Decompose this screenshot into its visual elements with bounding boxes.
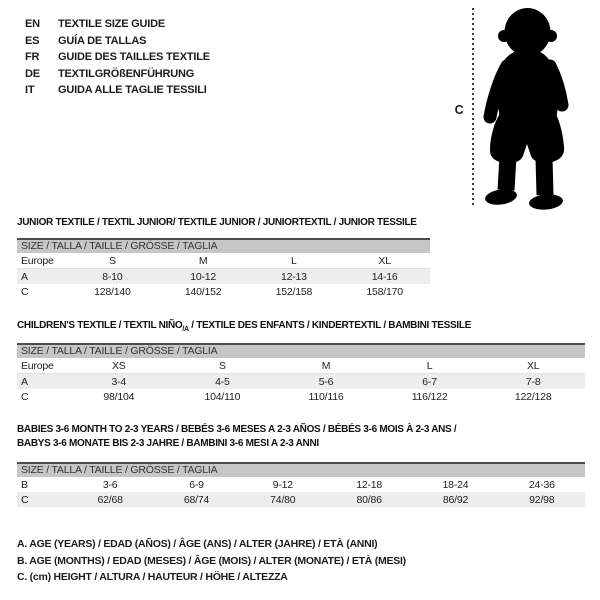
size-cell: 8-10: [102, 270, 123, 283]
size-cell: 4-5: [215, 375, 230, 388]
row-label: A: [21, 375, 28, 388]
table-row: [17, 374, 585, 390]
language-row: [25, 33, 210, 50]
height-marker-label: C: [454, 103, 464, 117]
size-cell: 98/104: [103, 390, 135, 403]
size-cell: 86/92: [442, 493, 469, 506]
junior-table-title: JUNIOR TEXTILE / TEXTIL JUNIOR/ TEXTILE JUNIOR / JUNIORTEXTIL / JUNIOR TESSILE: [17, 217, 417, 228]
language-row: [25, 49, 210, 66]
size-cell: S: [171, 358, 275, 374]
size-cell: 12-18: [356, 478, 383, 491]
language-code: FR: [25, 51, 40, 63]
table-row: [17, 358, 585, 374]
babies-table: [17, 462, 585, 507]
row-label: Europe: [17, 358, 67, 374]
row-label: A: [21, 270, 28, 283]
children-table-title: [17, 319, 471, 337]
language-row: [25, 16, 210, 33]
size-cell: 7-8: [525, 375, 541, 388]
size-cell: 74/80: [270, 493, 296, 506]
size-cell: L: [249, 253, 340, 269]
size-cell: 14-16: [371, 270, 398, 283]
size-cell: 68/74: [183, 493, 210, 506]
children-title-sub: /A: [182, 326, 189, 333]
size-cell: 158/170: [366, 285, 403, 298]
size-cell: S: [67, 253, 158, 269]
language-list: [25, 16, 210, 99]
babies-table-title: [17, 423, 456, 451]
size-cell: L: [378, 358, 482, 374]
language-code: ES: [25, 34, 40, 47]
size-cell: 10-12: [190, 270, 217, 283]
size-cell: 92/98: [529, 493, 555, 506]
language-code: EN: [25, 18, 40, 30]
language-label: TEXTILGRÖßENFÜHRUNG: [58, 67, 195, 80]
legend-line-b: B. AGE (MONTHS) / EDAD (MESES) / ÂGE (MOIS) / ALTER (MONATE) / ETÀ (MESI): [17, 554, 406, 567]
row-label: Europe: [17, 253, 67, 269]
language-label: GUIDE DES TAILLES TEXTILE: [58, 51, 210, 63]
size-cell: 5-6: [318, 375, 334, 388]
size-cell: 3-6: [102, 478, 118, 491]
row-label: C: [21, 390, 29, 403]
size-cell: 140/152: [184, 285, 222, 298]
height-marker-dotted-line: [472, 8, 474, 207]
size-header-band: SIZE / TALLA / TAILLE / GRÖSSE / TAGLIA: [17, 462, 585, 477]
size-cell: 62/68: [97, 493, 123, 506]
size-cell: 6-9: [189, 478, 204, 491]
size-header-band: SIZE / TALLA / TAILLE / GRÖSSE / TAGLIA: [17, 343, 585, 358]
size-cell: 18-24: [442, 478, 469, 491]
babies-title-line1: BABIES 3-6 MONTH TO 2-3 YEARS / BEBÉS 3-6 MESES A 2-3 AÑOS / BÉBÉS 3-6 MOIS À 2-3 ANS /: [17, 424, 457, 435]
size-cell: 12-13: [280, 270, 307, 283]
size-cell: 110/116: [308, 390, 344, 403]
size-header-band: SIZE / TALLA / TAILLE / GRÖSSE / TAGLIA: [17, 238, 430, 253]
foot-right: [528, 193, 563, 211]
size-cell: M: [274, 358, 378, 374]
children-table: [17, 343, 585, 404]
toddler-silhouette: [478, 6, 596, 211]
row-label: C: [21, 285, 29, 298]
size-cell: XS: [67, 358, 171, 374]
table-row: [17, 269, 430, 285]
language-code: DE: [25, 67, 40, 80]
babies-title-line2: BABYS 3-6 MONATE BIS 2-3 JAHRE / BAMBINI 3-6 MESI A 2-3 ANNI: [17, 438, 319, 449]
size-cell: 152/158: [275, 285, 313, 298]
junior-table: [17, 238, 430, 299]
measurement-legend: [17, 536, 406, 586]
legend-line-a: A. AGE (YEARS) / EDAD (AÑOS) / ÂGE (ANS) / ALTER (JAHRE) / ETÀ (ANNI): [17, 538, 378, 550]
size-cell: 116/122: [411, 390, 448, 403]
size-cell: 122/128: [514, 390, 552, 403]
table-row: [17, 253, 430, 269]
size-cell: XL: [339, 253, 430, 269]
language-row: [25, 66, 210, 83]
children-title-post: / TEXTILE DES ENFANTS / KINDERTEXTIL / BAMBINI TESSILE: [188, 320, 472, 331]
language-label: GUIDA ALLE TAGLIE TESSILI: [58, 84, 207, 96]
language-label: GUÍA DE TALLAS: [58, 34, 147, 47]
table-row: [17, 389, 585, 404]
size-cell: XL: [481, 358, 585, 374]
language-label: TEXTILE SIZE GUIDE: [58, 18, 166, 30]
leg-left: [506, 156, 508, 190]
size-cell: 128/140: [94, 285, 131, 298]
children-title-pre: CHILDREN'S TEXTILE / TEXTIL NIÑO: [17, 320, 183, 331]
language-code: IT: [25, 84, 35, 96]
table-row: [17, 284, 430, 299]
legend-line-c: C. (cm) HEIGHT / ALTURA / HAUTEUR / HÖHE / ALTEZZA: [17, 571, 288, 583]
size-cell: 9-12: [272, 478, 293, 491]
size-cell: 6-7: [422, 375, 437, 388]
row-label: B: [21, 478, 28, 491]
table-row: [17, 477, 585, 492]
size-cell: 3-4: [111, 375, 127, 388]
row-label: C: [21, 493, 29, 506]
size-cell: 104/110: [204, 390, 241, 403]
size-cell: 24-36: [528, 478, 555, 491]
size-cell: M: [158, 253, 249, 269]
language-row: [25, 82, 210, 99]
leg-right: [544, 158, 545, 195]
table-row: [17, 492, 585, 507]
size-cell: 80/86: [356, 493, 382, 506]
